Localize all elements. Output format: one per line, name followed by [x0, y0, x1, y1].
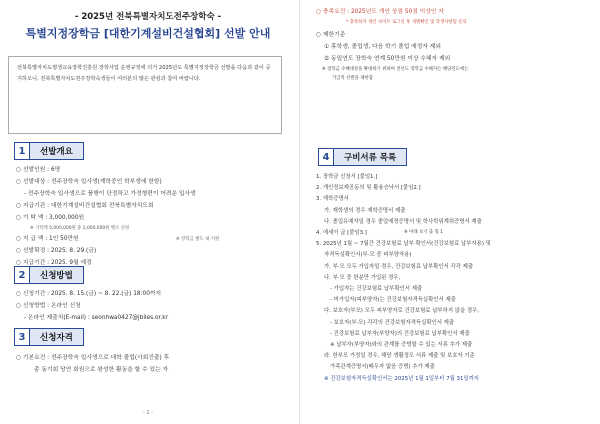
doc-item: ※ 건강보험자격득실확인서는 2025년 1월 1일부터 7월 31일까지: [324, 375, 480, 382]
doc-item: 나. 부·모 중 한분만 가입된 경우,: [324, 274, 401, 281]
section-1-heading: [14, 142, 84, 160]
section-2-label: 신청방법: [30, 266, 84, 284]
note-text: ※ 장학금 별도 내 지원: [176, 237, 220, 242]
list-item: ○ 지 급 액 : 1인 50만원: [16, 236, 79, 242]
doc-item: 가. 재학생의 경우 재학증명서 제출: [324, 207, 406, 214]
exclusion-note: ※ 장학금 수혜대상을 확대하기 위하여 전년도 장학금 수혜자는 해당연도에는: [322, 67, 469, 72]
section-3-list: [16, 352, 286, 376]
section-3-number: 3: [14, 328, 30, 346]
note-text: ※ 기탁액 5,000,000원 중 2,000,000원 행소 선정: [30, 226, 130, 231]
exclusion-heading: ○ 제한기준: [316, 32, 346, 38]
page-number: - 1 -: [143, 410, 153, 416]
doc-item: 가. 부·모 모두 가입자일 경우, 건강보험료 납부확인서 각각 제출: [324, 263, 474, 270]
section-2-number: 2: [14, 266, 30, 284]
doc-item: - 건강보험료 납부자(부양자)의 건강보험료 납부확인서 제출: [330, 330, 470, 337]
section-4-number: 4: [318, 148, 334, 166]
right-column: [304, 0, 600, 424]
doc-item-row: [316, 228, 598, 239]
documents-list: [316, 172, 598, 385]
requirement-item: ○ 충족요건 : 2025년도 개인 상점 50점 이상인 자: [316, 9, 444, 15]
doc-item: 5. 2025년 1월 ~ 7월간 건강보험료 납부 확인서(건강보험료 납부자용) 및: [316, 241, 491, 248]
list-item: ○ 신청기간 : 2025. 8. 15.(금) ~ 8. 22.(금) 18:00까지: [16, 291, 162, 297]
exclusion-item: ① 휴학생, 졸업생, 다음 학기 졸업 예정자 제외: [324, 44, 441, 50]
doc-item: 라. 한부모 가정일 경우, 해당 생활정도 서류 제출 및 보호자 기준: [324, 353, 475, 360]
doc-item: - 가입자는 건강보험료 납부확인서 제출: [330, 286, 423, 293]
section-3-heading: [14, 328, 84, 346]
doc-item: 1. 장학금 신청서 [붙임1.]: [316, 174, 378, 180]
requirements-list: [316, 6, 596, 83]
essay-note: ※ 아래 보기 출 형 1: [404, 230, 443, 236]
section-4-heading: [318, 148, 407, 166]
exclusion-note: 가급적 선발을 제한함: [332, 76, 373, 81]
list-item: - 온라인 제출처(E-mail) : seonhwa0427@jbiles.or.kr: [24, 315, 168, 321]
doc-item: - 미가입자(피부양자)는 건강보험자격득실확인서 제출: [330, 297, 456, 304]
section-2-list: [16, 288, 286, 324]
document-title: [0, 10, 296, 41]
section-1-label: 선발개요: [30, 142, 84, 160]
section-1-number: 1: [14, 142, 30, 160]
section-1-list: [16, 164, 286, 269]
list-item: ○ 지급기관 : 대한기계설비건설협회 전북특별자치도회: [16, 203, 154, 209]
doc-item: 4. 에세이 글 [붙임3.]: [316, 230, 367, 237]
list-item: ○ 기본요건 : 전주장학숙 입사생으로 대학 졸업(사회진출) 후: [16, 355, 170, 361]
doc-item: - 보호자(부·모) 각각의 건강보험자격득실확인서 제출: [330, 319, 455, 326]
list-item: ○ 선발대상 : 전주장학숙 입사생(계학중인 학부생에 한함): [16, 179, 162, 185]
list-item-row: [16, 233, 286, 245]
exclusion-item: ② 동일연도 장학숙 연계 50만원 이상 수혜자 제외: [324, 56, 451, 62]
doc-item: 나. 졸업유예자일 경우 졸업예정증명서 및 학사학위계취증명서 제출: [324, 218, 482, 225]
list-item: - 전주장학숙 입사생으로 품행이 단정하고 가정형편이 어려운 입사생: [24, 191, 196, 197]
list-item: ○ 기 탁 액 : 3,000,000원: [16, 215, 85, 221]
intro-box: 전북특별자치도평생교육장학진흥원 장학사업 운영규정에 의거 2025년도 특별지정장학금 선발을 다음과 같이 공지하오니, 전북특별자치도전주장학숙생들이 여러분의 많은 관심과 참여 바랍니다.: [8, 56, 282, 134]
requirement-note: * 충족하지 개인 사이트 로그인 후 개별확인 및 학생사항팀 문의: [346, 20, 467, 25]
list-item: ○ 신청방법 : 온라인 신청: [16, 303, 81, 309]
column-divider: [299, 0, 300, 424]
doc-item: 다. 보호자(부모) 모두 피부양자로 건강보험료 납부하지 않을 경우,: [324, 308, 480, 315]
section-2-heading: [14, 266, 84, 284]
list-item: ○ 지급기간 : 2025. 9월 예정: [16, 260, 92, 266]
section-3-label: 신청자격: [30, 328, 84, 346]
doc-item: 3. 재학증명서: [316, 196, 349, 203]
section-4-label: 구비서류 목록: [334, 148, 407, 166]
doc-item: 가족관계증명서(배우자 없음 증명) 추가 제출: [330, 364, 435, 371]
title-line1: - 2025년 전북특별자치도전주장학숙 -: [74, 12, 222, 22]
doc-item: 자격득실확인서(부·모 중 피부양자용): [324, 252, 412, 259]
list-item: ○ 선발인원 : 6명: [16, 167, 61, 173]
title-line2: 특별지정장학금 [대한기계설비건설협회] 선발 안내: [25, 27, 271, 40]
doc-item: 2. 개인정보제공동의 및 활용승낙서 [붙임2.]: [316, 185, 421, 192]
doc-item: ※ 납부자(부양자)와의 관계를 증빙할 수 있는 서류 추가 제출: [330, 342, 473, 349]
list-item: ○ 선발확정 : 2025. 8. 29.(금): [16, 248, 97, 254]
list-item: 총 동기회 당연 회원으로 왕성한 활동을 할 수 있는 자: [34, 367, 169, 373]
note-row: [16, 224, 286, 233]
